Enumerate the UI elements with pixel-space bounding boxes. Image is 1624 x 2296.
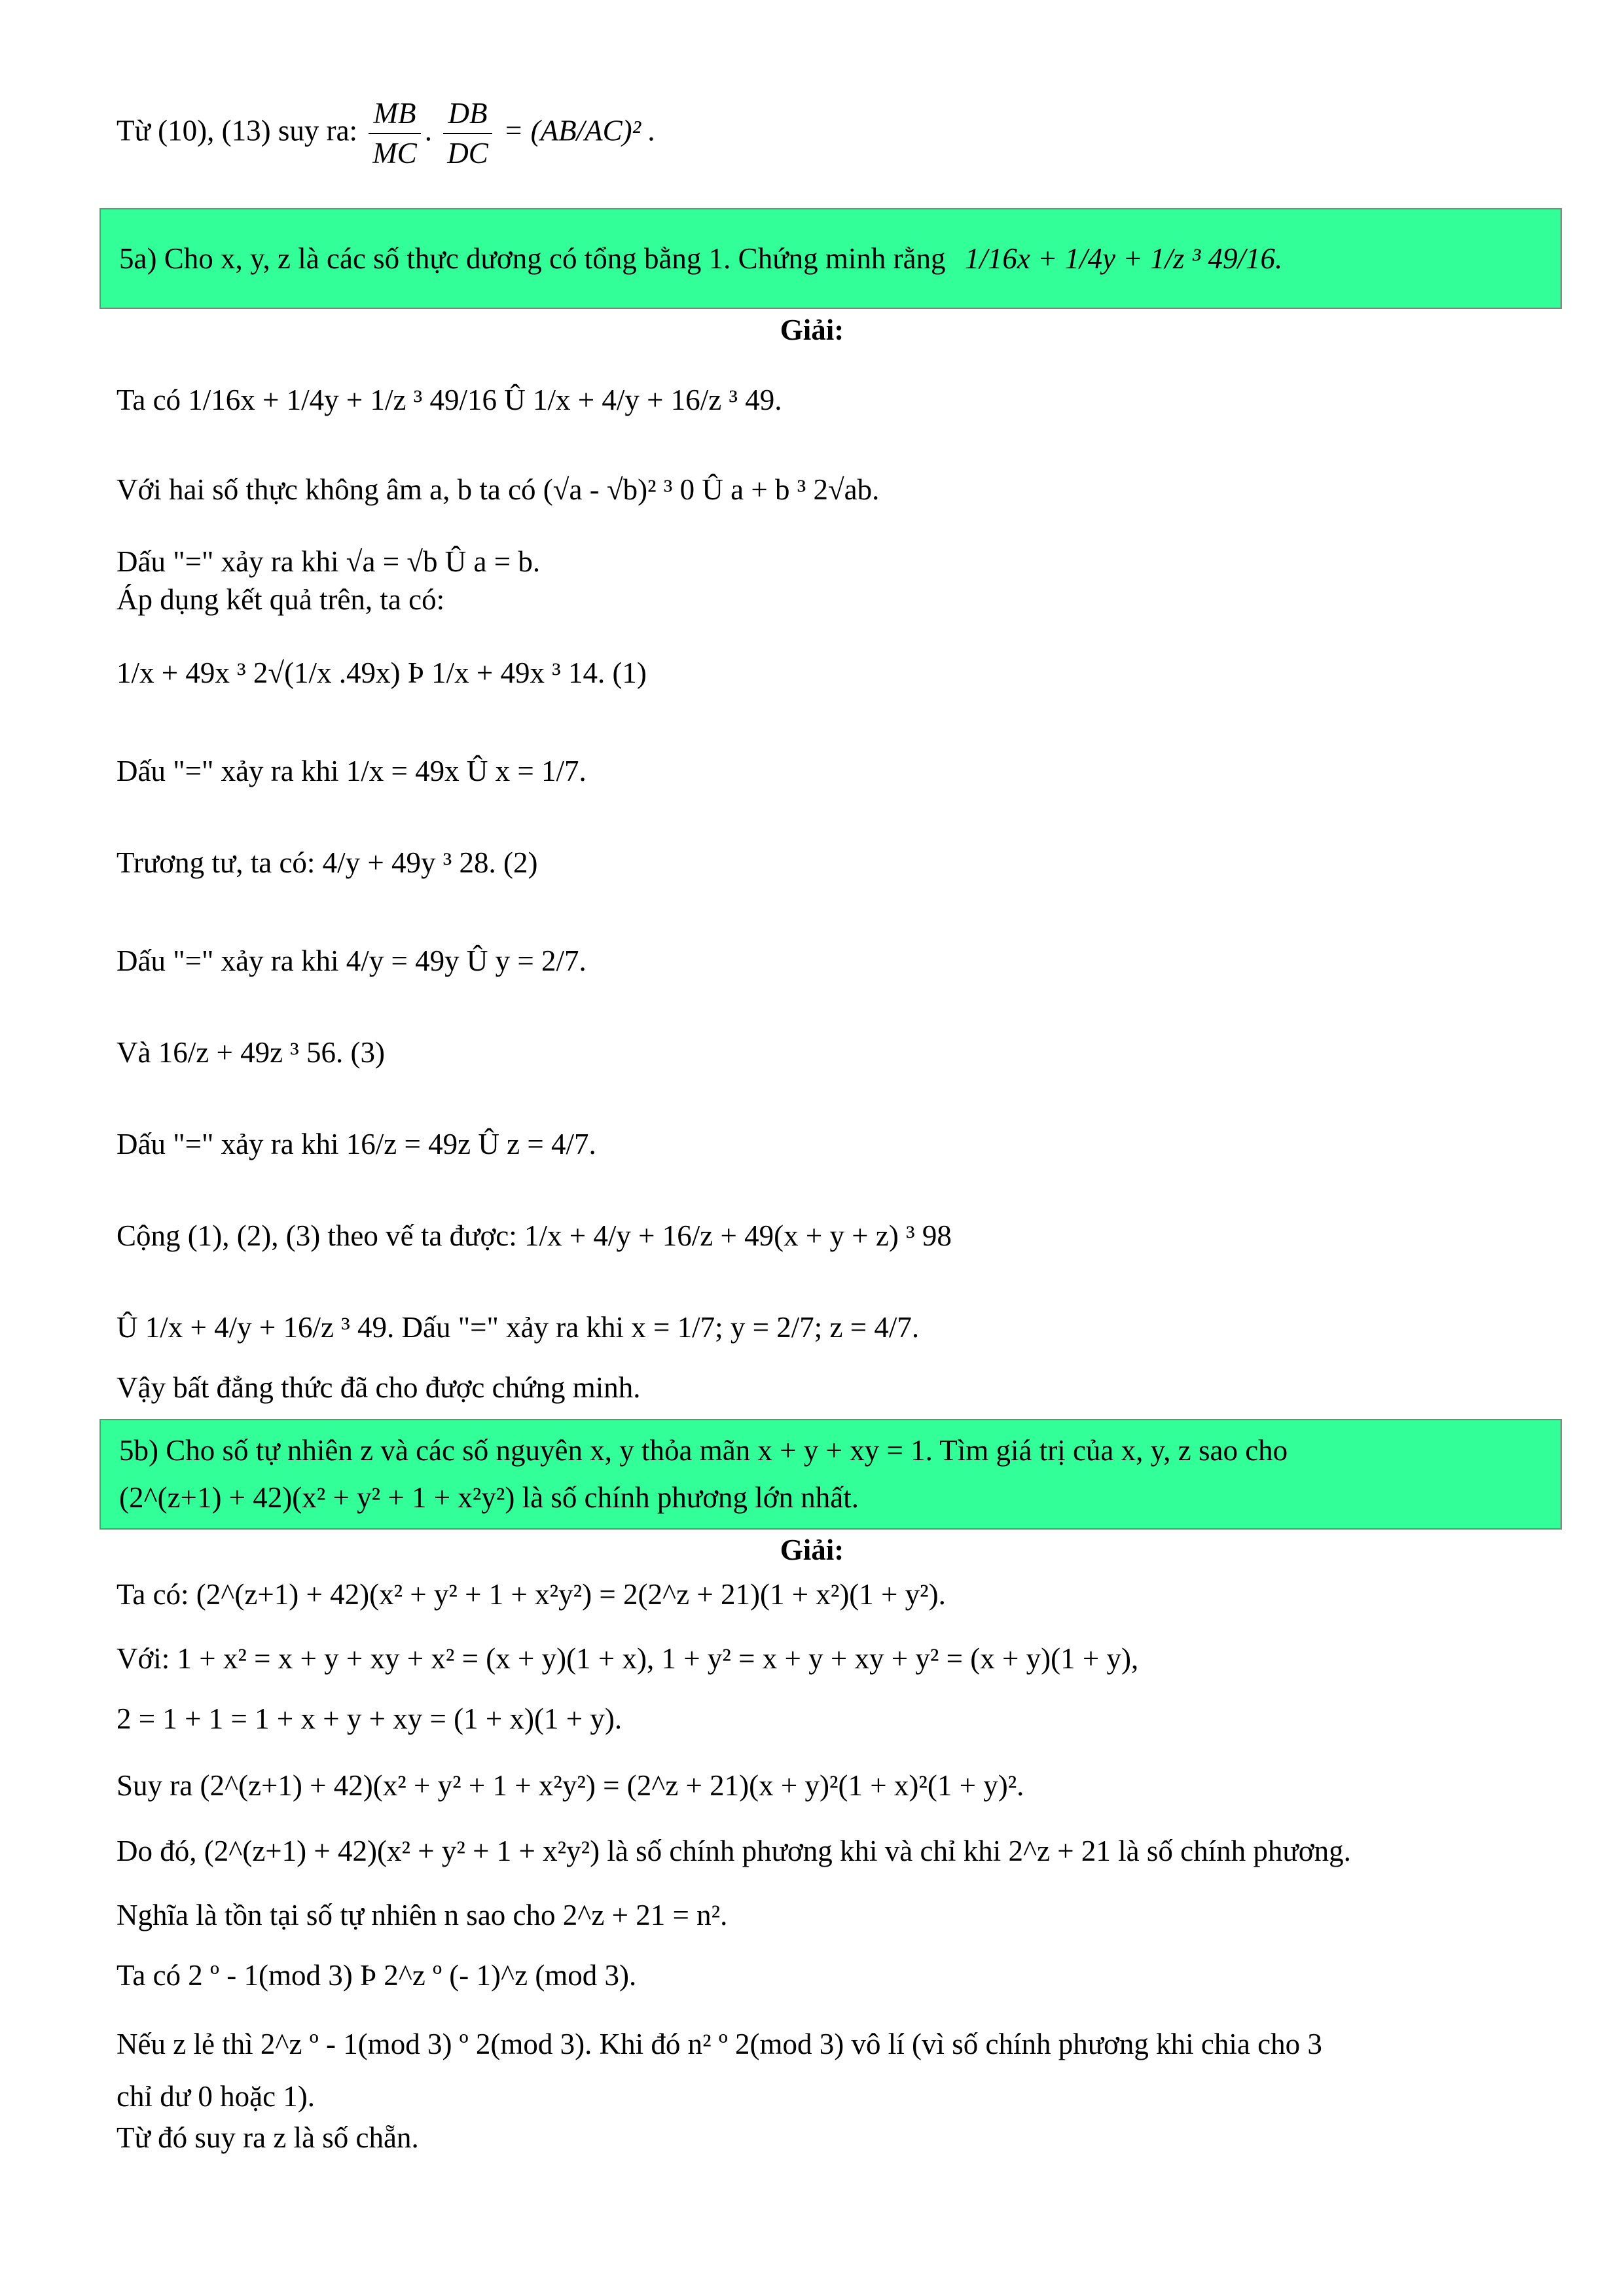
sol-5b-line-8: Nếu z lẻ thì 2^z º - 1(mod 3) º 2(mod 3). Khi đó n² º 2(mod 3) vô lí (vì số chính phương khi chia cho 3 bbox=[117, 2028, 1322, 2060]
sol-5b-line-4: Suy ra (2^(z+1) + 42)(x² + y² + 1 + x²y²) = (2^z + 21)(x + y)²(1 + x)²(1 + y)². bbox=[117, 1769, 1024, 1802]
sol-5b-line-9: chỉ dư 0 hoặc 1). bbox=[117, 2080, 316, 2113]
problem-5a-statement: 5a) Cho x, y, z là các số thực dương có tổng bằng 1. Chứng minh rằng 1/16x + 1/4y + 1/z ³ 49/16. bbox=[119, 242, 1283, 275]
sol-5b-line-2: Với: 1 + x² = x + y + xy + x² = (x + y)(1 + x), 1 + y² = x + y + xy + y² = (x + y)(1 + y), bbox=[117, 1642, 1139, 1675]
problem-5b-line-2: (2^(z+1) + 42)(x² + y² + 1 + x²y²) là số chính phương lớn nhất. bbox=[119, 1481, 859, 1514]
fraction-mb-mc: $\frac{MB}{MC}$ bbox=[369, 98, 421, 170]
sol-5a-line-8: Dấu "=" xảy ra khi 4/y = 49y Û y = 2/7. bbox=[117, 944, 586, 977]
sol-5a-line-12: Û 1/x + 4/y + 16/z ³ 49. Dấu "=" xảy ra khi x = 1/7; y = 2/7; z = 4/7. bbox=[117, 1311, 920, 1344]
sol-5a-line-4: Áp dụng kết quả trên, ta có: bbox=[117, 583, 445, 616]
intro-rhs: = (AB/AC)² . bbox=[503, 114, 656, 147]
sol-5a-line-3: Dấu "=" xảy ra khi √a = √b Û a = b. bbox=[117, 545, 541, 578]
solution-heading-5a: Giải: bbox=[780, 314, 844, 346]
sol-5a-line-5: 1/x + 49x ³ 2√(1/x .49x) Þ 1/x + 49x ³ 14. (1) bbox=[117, 656, 647, 689]
problem-5b-line-1: 5b) Cho số tự nhiên z và các số nguyên x, y thỏa mãn x + y + xy = 1. Tìm giá trị của x, y, z sao cho bbox=[119, 1434, 1288, 1467]
sol-5a-line-6: Dấu "=" xảy ra khi 1/x = 49x Û x = 1/7. bbox=[117, 755, 586, 787]
sol-5a-line-10: Dấu "=" xảy ra khi 16/z = 49z Û z = 4/7. bbox=[117, 1128, 596, 1160]
sol-5b-line-7: Ta có 2 º - 1(mod 3) Þ 2^z º (- 1)^z (mod 3). bbox=[117, 1959, 637, 1992]
intro-prefix: Từ (10), (13) suy ra: bbox=[117, 114, 358, 147]
sol-5a-line-11: Cộng (1), (2), (3) theo vế ta được: 1/x + 4/y + 16/z + 49(x + y + z) ³ 98 bbox=[117, 1219, 952, 1252]
fraction-db-dc: $\frac{DB}{DC}$ bbox=[443, 98, 492, 170]
sol-5b-line-3: 2 = 1 + 1 = 1 + x + y + xy = (1 + x)(1 + y). bbox=[117, 1702, 623, 1735]
sol-5b-line-10: Từ đó suy ra z là số chẵn. bbox=[117, 2121, 419, 2154]
problem-5a-inequality: 1/16x + 1/4y + 1/z ³ 49/16. bbox=[964, 242, 1283, 275]
intro-line: Từ (10), (13) suy ra: $\frac{MB}{MC}$ . $\frac{DB}{DC}$ = (AB/AC)² . bbox=[117, 97, 656, 170]
sol-5b-line-6: Nghĩa là tồn tại số tự nhiên n sao cho 2^z + 21 = n². bbox=[117, 1899, 728, 1931]
sol-5b-line-1: Ta có: (2^(z+1) + 42)(x² + y² + 1 + x²y²) = 2(2^z + 21)(1 + x²)(1 + y²). bbox=[117, 1578, 946, 1611]
sol-5a-line-2: Với hai số thực không âm a, b ta có (√a - √b)² ³ 0 Û a + b ³ 2√ab. bbox=[117, 473, 880, 506]
sol-5a-line-13: Vậy bất đẳng thức đã cho được chứng minh. bbox=[117, 1371, 641, 1404]
sol-5a-line-1: Ta có 1/16x + 1/4y + 1/z ³ 49/16 Û 1/x + 4/y + 16/z ³ 49. bbox=[117, 384, 782, 416]
sol-5a-line-9: Và 16/z + 49z ³ 56. (3) bbox=[117, 1036, 386, 1069]
sol-5a-line-7: Trương tư, ta có: 4/y + 49y ³ 28. (2) bbox=[117, 846, 538, 879]
sol-5b-line-5: Do đó, (2^(z+1) + 42)(x² + y² + 1 + x²y²) là số chính phương khi và chỉ khi 2^z + 21 là số chính phương. bbox=[117, 1835, 1351, 1867]
problem-5b-box bbox=[99, 1419, 1562, 1530]
problem-5a-box bbox=[99, 208, 1562, 309]
solution-heading-5b: Giải: bbox=[780, 1534, 844, 1566]
